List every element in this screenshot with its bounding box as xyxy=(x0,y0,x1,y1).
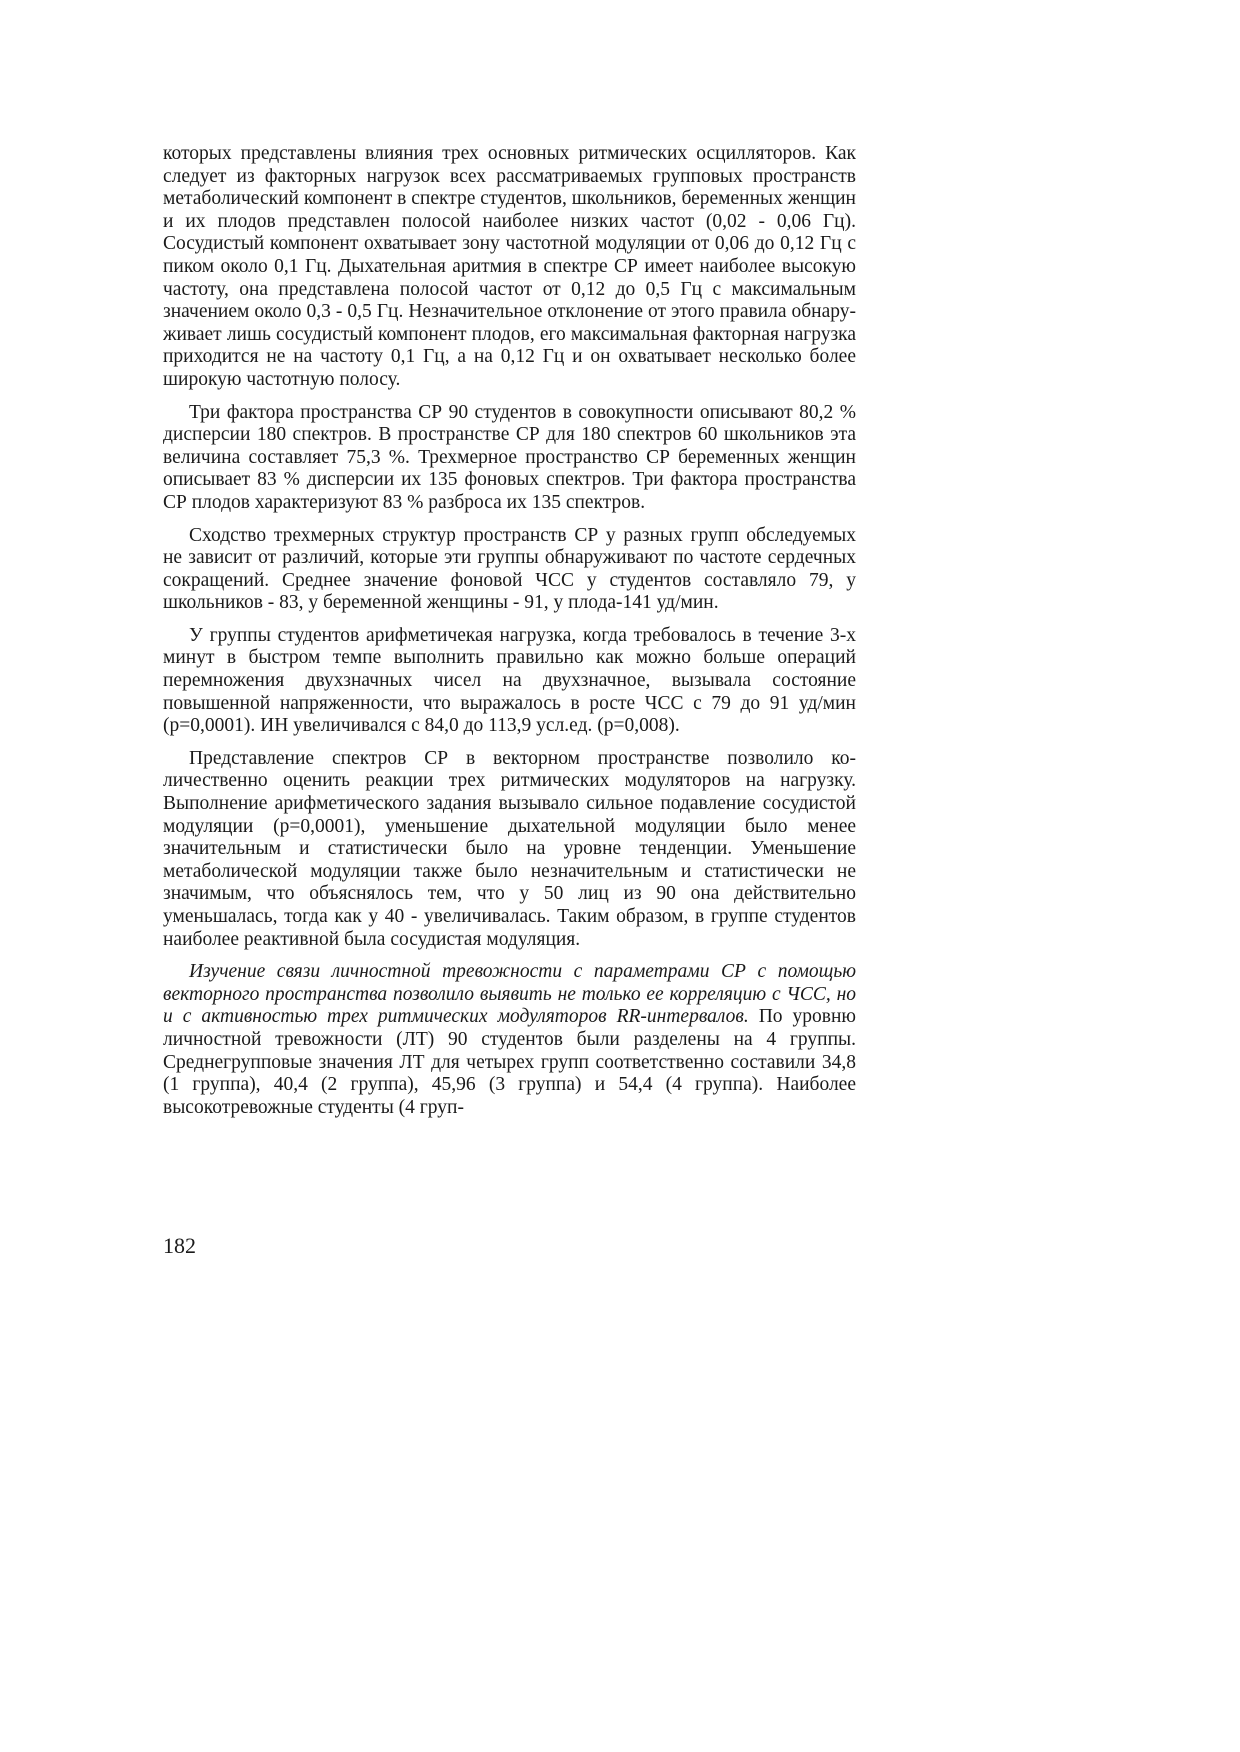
page-body xyxy=(163,143,856,1119)
paragraph-three-factors: Три фактора пространства СР 90 студентов в совокупности описывают 80,2 % дисперсии 180 спектров. В пространстве СР для 180 спектров 60 школьников эта величина составляет 75,3 %. Трехмерное пространство СР беременных женщин описывает 83 % дисперсии их 135 фоновых спектров. Три фактора пространства СР плодов характеризуют 83 % разброса их 135 спектров. xyxy=(163,401,856,513)
paragraph-oscillators: которых представлены влияния трех основных ритмических осцилляторов. Как следует из факторных нагрузок всех рассматриваемых групповых пространств метаболический компонент в спектре студентов, школьников, беременных женщин и их плодов представлен полосой наиболее низких частот (0,02 - 0,06 Гц). Сосудистый компонент охватывает зону частотной модуляции от 0,06 до 0,12 Гц с пиком около 0,1 Гц. Дыхательная аритмия в спектре СР имеет наиболее высокую частоту, она представлена полосой частот от 0,12 до 0,5 Гц с максимальным значением около 0,3 - 0,5 Гц. Незначительное отклонение от этого правила обнаруживает лишь сосудистый компонент плодов, его максимальная факторная нагрузка приходится не на частоту 0,1 Гц, а на 0,12 Гц и он охватывает несколько более широкую частотную полосу. xyxy=(163,143,856,390)
paragraph-anxiety-italic-lead: Изучение связи личностной тревожности с параметрами СР с помощью векторного пространства позволило выявить не только ее корреляцию с ЧСС, но и с активностью трех ритмических модуляторов RR-интервалов. xyxy=(163,961,856,1028)
paragraph-arithmetic-load: У группы студентов арифметичекая нагрузка, когда требовалось в течение 3-х минут в быстром темпе выполнить правильно как можно больше операций перемножения двухзначных чисел на двухзначное, вызывала состояние повышенной напряженности, что выражалось в росте ЧСС с 79 до 91 уд/мин (р=0,0001). ИН увеличивался с 84,0 до 113,9 усл.ед. (р=0,008). xyxy=(163,624,856,737)
paragraph-anxiety xyxy=(163,961,856,1119)
paragraph-vector-space: Представление спектров СР в векторном пространстве позволило количественно оценить реакции трех ритмических модуляторов на нагрузку. Выполнение арифметического задания вызывало сильное подавление сосудистой модуляции (р=0,0001), уменьшение дыхательной модуляции было менее значительным и статистически было на уровне тенденции. Уменьшение метаболической модуляции также было незначительным и статистически не значимым, что объяснялось тем, что у 50 лиц из 90 она действительно уменьшалась, тогда как у 40 - увеличивалась. Таким образом, в группе студентов наиболее реактивной была сосудистая модуляция. xyxy=(163,747,856,950)
paragraph-anxiety-body: По уровню личностной тревожности (ЛТ) 90 студентов были разделены на 4 группы. Среднегрупповые значения ЛТ для четырех групп соответственно составили 34,8 (1 группа), 40,4 (2 группа), 45,96 (3 группа) и 54,4 (4 группа). Наиболее высокотревожные студенты (4 груп- xyxy=(163,1006,856,1118)
page-number: 182 xyxy=(163,1233,196,1258)
paragraph-structure-similarity: Сходство трехмерных структур пространств СР у разных групп обследуемых не зависит от различий, которые эти группы обнаруживают по частоте сердечных сокращений. Среднее значение фоновой ЧСС у студентов составляло 79, у школьников - 83, у беременной женщины - 91, у плода-141 уд/мин. xyxy=(163,524,856,614)
